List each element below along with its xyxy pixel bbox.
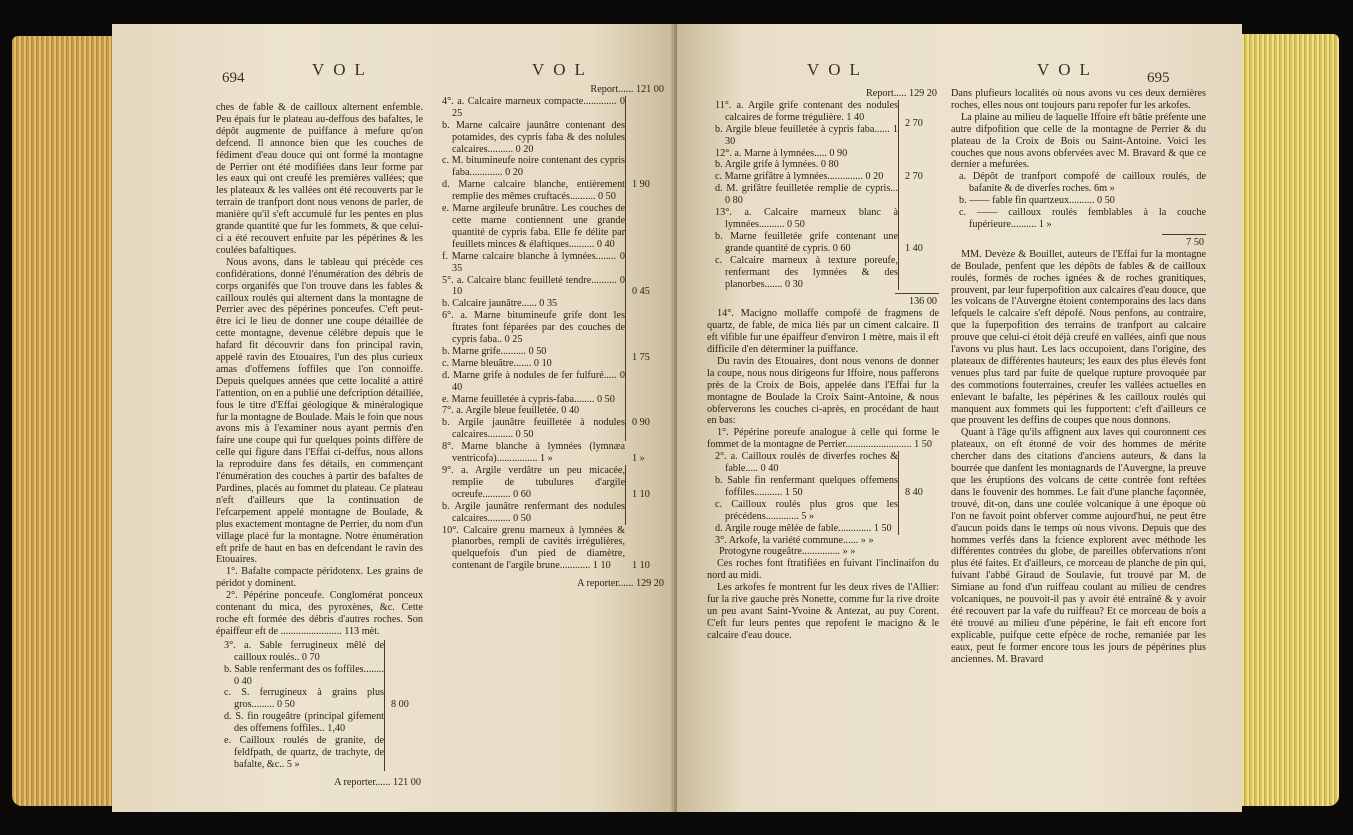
group-total: 1 10 <box>632 560 650 572</box>
paragraph: Ces roches font ftratifiées en fuivant l'inclinaifon du nord au midi. <box>707 558 939 582</box>
paragraph: Les arkofes fe montrent fur les deux rives de l'Allier: fur la rive gauche près Nonette, comme fur la rive droite un peu avant Saint-Yvoine & Antezat, au puy Corent. C'eft fur leurs pentes que repofent le macigno & le calcaire d'eau douce. <box>707 582 939 641</box>
layer-item: c. —— cailloux roulés femblables à la couche fupérieure.......... 1 » <box>959 207 1206 230</box>
running-header-right-2: VOL <box>1037 60 1099 79</box>
layer-item: 10°. Calcaire grenu marneux à lymnées & planorbes, rempli de cavités irrégulières, quelquefois d'un pied de diamètre, contenant de l'argile brune............ 1 10 <box>442 524 625 572</box>
paragraph: Quant à l'âge qu'ils affignent aux laves qui couronnent ces plateaux, on eft étonné de voir des hommes de mérite chercher dans des citations d'anciens auteurs, & dans la bourrée que danfent les montagnards de l'Auvergne, la preuve que les éruptions des volcans de cette contrée font reftées dans le fouvenir des hommes. Le fait d'une planche façonnée, trouvé, dit-on, dans une coulée volcanique à une époque où l'on ne favoit point obferver comme aujourd'hui, ne peut être d'aucun poids dans le temps où nous vivons. Depuis que des hommes verfés dans la fcience explorent avec méthode les différentes contrées du globe, de pareilles obfervations n'ont plus été faites. Et d'ailleurs, ce morceau de planche de pin qui, fuivant l'abbé Giraud de Soulavie, fut trouvé par M. de Simiane au fond d'un ruiffeau coulant au milieu de cendres volcaniques, ne pouvoit-il pas y avoir été entraîné & y avoir été recouvert par la vafe du ruiffeau? Et ce morceau de bois a été trouvé au milieu d'une pépérine, le fait eft encore fort explicable, puifque cette efpèce de roche, remaniée par les eaux, peut fe former encore tous les jours de pépérines plus anciennes. M. Bravard <box>951 427 1206 665</box>
right-column-2 <box>951 88 1206 666</box>
group-total: 1 40 <box>905 242 923 254</box>
paragraph: 2°. Pépérine ponceufe. Conglomérat ponceux contenant du mica, des pyroxènes, &c. Cette roche eft formée des débris d'autres roches. Son épaiffeur eft de ........................ 113 mèt. <box>216 590 423 637</box>
layer-item: 3°. a. Sable ferrugineux mêlé de cailloux roulés.. 0 70 <box>224 639 384 663</box>
layer-item: b. —— fable fin quartzeux.......... 0 50 <box>959 195 1115 207</box>
group-total: 2 70 <box>905 117 923 129</box>
layer-item: b. Argile bleue feuilletée à cypris faba...... 1 30 <box>715 123 898 147</box>
sum-rule <box>1162 234 1206 235</box>
layer-item: b. Marne calcaire jaunâtre contenant des potamides, des cypris faba & des nolules calcaires.......... 0 20 <box>442 119 625 155</box>
layer-item: b. Sable fin renfermant quelques offemens foffiles........... 1 50 <box>715 475 898 498</box>
paragraph: 14°. Macigno mollaffe compofé de fragmens de quartz, de fable, de mica liés par un ciment calcaire. Il eft vifible fur une épaiffeur d'environ 1 mètre, mais il eft difficile d'en déterminer la puiffance. <box>707 308 939 356</box>
layer-item: c. Marne bleuâtre....... 0 10 <box>442 357 552 369</box>
paragraph: Dans plufieurs localités où nous avons vu ces deux dernières roches, elles nous ont toujours paru repofer fur les arkofes. <box>951 88 1206 111</box>
layer-item: d. Marne grife à nodules de fer fulfuré..... 0 40 <box>442 369 625 393</box>
layer-item: 7°. a. Argile bleue feuilletée. 0 40 <box>442 405 580 417</box>
layer-item: 9°. a. Argile verdâtre un peu micacée, remplie de tubulures d'argile ocreufe........... 0 60 <box>442 465 625 500</box>
layer-item: b. Marne grife.......... 0 50 <box>442 345 547 357</box>
layer-item: b. Sable renfermant des os foffiles........ 0 40 <box>224 663 384 687</box>
page-number-left: 694 <box>222 70 245 86</box>
layer-item: b. Marne feuilletée grife contenant une grande quantité de cypris. 0 60 <box>715 230 898 254</box>
left-column-2 <box>434 84 666 590</box>
page-number-right: 695 <box>1147 70 1170 86</box>
carry-forward: A reporter...... 121 00 <box>334 776 421 788</box>
layer-group-3 <box>216 640 423 771</box>
group-total: 2 70 <box>905 171 923 183</box>
layer-item: 5°. a. Calcaire blanc feuilleté tendre.......... 0 10 <box>442 274 625 298</box>
left-column-1 <box>216 102 423 789</box>
layer-item: d. Marne calcaire blanche, entièrement remplie des mêmes cruftacés.......... 0 50 <box>442 179 625 203</box>
paragraph: ches de fable & de cailloux alternent enfemble. Peu épais fur le plateau au-deffous des bafaltes, le dépôt augmente de puiffance à mefure qu'on defcend. Il annonce bien que les couches de fédiment d'eau douce qui ont formé la montagne de Perrier ont été modifiées dans leur forme par les eaux qui ont creufé les premières vallées; que les plateaux & les vallées ont été recouverts par le terrain de tranfport dont nous venons de parler, de manière qu'il s'eft accumulé fur les pentes en plus grande quantité que fur les fommets, & que celui-ci a été recouvert enfuite par les pépérines & les coulées bafaltiques. <box>216 102 423 256</box>
layer-item: b. Argile grife à lymnées. 0 80 <box>715 159 839 171</box>
paragraph: 1°. Pépérine poreufe analogue à celle qui forme le fommet de la montagne de Perrier.......................... 1 50 <box>707 427 939 451</box>
layer-item: 11°. a. Argile grife contenant des nodules calcaires de forme trégulière. 1 40 <box>715 99 898 123</box>
sum-rule <box>895 293 939 294</box>
group-total: 1 » <box>632 453 645 465</box>
layer-item: e. Cailloux roulés de granite, de feldfpath, de quartz, de trachyte, de bafalte, &c.. 5 » <box>224 735 384 770</box>
paragraph: MM. Devèze & Bouillet, auteurs de l'Effai fur la montagne de Boulade, penfent que les dépôts de fables & de cailloux roulés, formés de roches ignées & de roches granitiques, prouvent, par leur fuperpofition aux calcaires d'eau douce, que les volcans de l'Auvergne étoient contemporains des lacs dans lefquels le calcaire s'eft dépofé. Nous penfons, au contraire, que la fuperpofition des terrains de tranfport au calcaire prouve que celui-ci étoit déjà creufé en vallées, ainfi que nous l'avons vu plus haut. Les lacs occupoient, dans l'origine, des plateaux de différentes hauteurs; les eaux des plus élevés font venues plus tard par fuite de quelque rupture provoquée par des commotions fouterraines, creufer les vallées actuelles en enlevant le bafalte, les pépérines & les cailloux roulés qui manquent aux fommets qui les fupportent: c'eft d'ailleurs ce que prouvent les deffins de coupes que nous donnons. <box>951 248 1206 427</box>
layer-item: c. Marne grifâtre à lymnées.............. 0 20 <box>715 171 884 183</box>
right-page <box>677 24 1242 812</box>
layer-item: 12°. a. Marne à lymnées..... 0 90 <box>715 147 848 159</box>
group-total: 8 00 <box>391 699 409 711</box>
layer-item: 6°. a. Marne bitumineufe grife dont les ftrates font féparées par des couches de cypris faba.. 0 25 <box>442 310 625 346</box>
layer-item: 2°. a. Cailloux roulés de diverfes roches & fable..... 0 40 <box>715 451 898 475</box>
layer-item: 8°. Marne blanche à lymnées (lymnæa ventricofa)................ 1 » <box>442 441 625 465</box>
layer-item: c. M. bitumineufe noire contenant des cypris faba............. 0 20 <box>442 155 625 179</box>
layer-item: 4°. a. Calcaire marneux compacte............. 0 25 <box>442 95 625 119</box>
group-total: 7 50 <box>1186 236 1204 248</box>
layer-item: d. S. fin rougeâtre (principal gifement des offemens foffiles.. 1,40 <box>224 711 384 735</box>
carry-forward: A reporter...... 129 20 <box>577 578 664 590</box>
layer-item: c. S. ferrugineux à grains plus gros......... 0 50 <box>224 687 384 711</box>
group-total: 0 90 <box>632 417 650 429</box>
layer-item: f. Marne calcaire blanche à lymnées........ 0 35 <box>442 250 625 274</box>
layer-item: d. M. grifâtre feuilletée remplie de cypris... 0 80 <box>715 183 898 207</box>
left-page <box>112 24 677 812</box>
layer-item: c. Calcaire marneux à texture poreufe, renfermant des lymnées & des planorbes....... 0 30 <box>715 254 898 290</box>
group-total: 1 10 <box>632 488 650 500</box>
book-edge-left <box>12 36 124 806</box>
running-header-left-1: VOL <box>312 60 374 79</box>
layer-item: e. Marne feuilletée à cypris-faba........ 0 50 <box>442 393 615 405</box>
layer-item: a. Dépôt de tranfport compofé de cailloux roulés, de bafanite & de diverfes roches. 6m » <box>959 171 1206 195</box>
report-line: Report...... 121 00 <box>590 84 664 95</box>
report-line: Report..... 129 20 <box>865 88 937 99</box>
group-total: 8 40 <box>905 486 923 498</box>
paragraph: Du ravin des Etouaires, dont nous venons de donner la coupe, nous nous dirigeons fur Iffoire, nous pafferons près de la Croix de Bois, appelée dans l'Effai fur la montagne de Boulade la Croix Saint-Antoine, & nous obferverons les couches ci-après, en procédant de haut en bas: <box>707 355 939 427</box>
layer-item: b. Argile jaunâtre feuilletée à nodules calcaires.......... 0 50 <box>442 417 625 441</box>
layer-item: 3°. Arkofe, la variété commune...... » » <box>715 534 874 546</box>
running-header-left-2: VOL <box>532 60 594 79</box>
layer-item: 13°. a. Calcaire marneux blanc à lymnées.......... 0 50 <box>715 207 898 230</box>
group-total: 1 75 <box>632 351 650 363</box>
layer-item: Protogyne rougeâtre............... » » <box>719 546 856 558</box>
layer-item: d. Argile rouge mêlée de fable............. 1 50 <box>715 522 892 534</box>
paragraph: Nous avons, dans le tableau qui précède ces confidérations, donné l'énumération des débris de corps organifés que l'on trouve dans les fables & cailloux roulés qui alternent dans la montagne de Perrier avec des pépérines ponceufes. C'eft peut-être ici le lieu de donner une coupe détaillée de cette montagne, devenue célèbre depuis que le hafard fit découvrir dans fon principal ravin, appelé ravin des Etouaires, l'un des plus curieux amas d'offemens foffiles que l'on connoiffe. Depuis quelques années que cette localité a attiré l'attention, on en a publié une defcription détaillée, fous le titre d'Effai géologique & minéralogique fur la montagne de Boulade. Mais le foin que nous avons mis à l'examiner nous ayant permis d'en faire une coupe qui fur quelques points diffère de celle qui figure dans l'Effai ci-deffus, nous allons la reproduire dans fes détails, en commençant l'énumération des couches à partir des bafaltes de Pardines, placés au fommet du plateau. Ce plateau n'eft d'ailleurs que la continuation de l'efcarpement appelé montagne de Boulade, & plus exactement montagne de Perrier, du nom d'un village placé fur la montagne. Notre énumération eft prife de haut en bas en defcendant le ravin des Etouaires. <box>216 256 423 566</box>
group-total: 1 90 <box>632 179 650 191</box>
right-column-1 <box>707 88 939 642</box>
paragraph: La plaine au milieu de laquelle Iffoire eft bâtie préfente une autre difpofition que celle de la montagne de Perrier & du plateau de la Croix de Bois ou Saint-Antoine. Voici les couches que nous avons obfervées avec M. Bravard & que ce dernier a mefurées. <box>951 111 1206 171</box>
layer-item: c. Cailloux roulés plus gros que les précédens............. 5 » <box>715 498 898 522</box>
running-header-right-1: VOL <box>807 60 869 79</box>
grand-total: 136 00 <box>908 296 937 308</box>
layer-item: b. Calcaire jaunâtre...... 0 35 <box>442 298 558 310</box>
paragraph: 1°. Bafalte compacte péridotenx. Les grains de péridot y dominent. <box>216 566 423 590</box>
layer-item: b. Argile jaunâtre renfermant des nodules calcaires......... 0 50 <box>442 500 625 524</box>
book-edge-right <box>1235 34 1339 806</box>
group-total: 0 45 <box>632 286 650 298</box>
layer-item: e. Marne argileufe brunâtre. Les couches de cette marne contiennent une grande quantité de cypris faba. Elle fe délite par feuillets minces & élaftiques.......... 0 40 <box>442 203 625 250</box>
